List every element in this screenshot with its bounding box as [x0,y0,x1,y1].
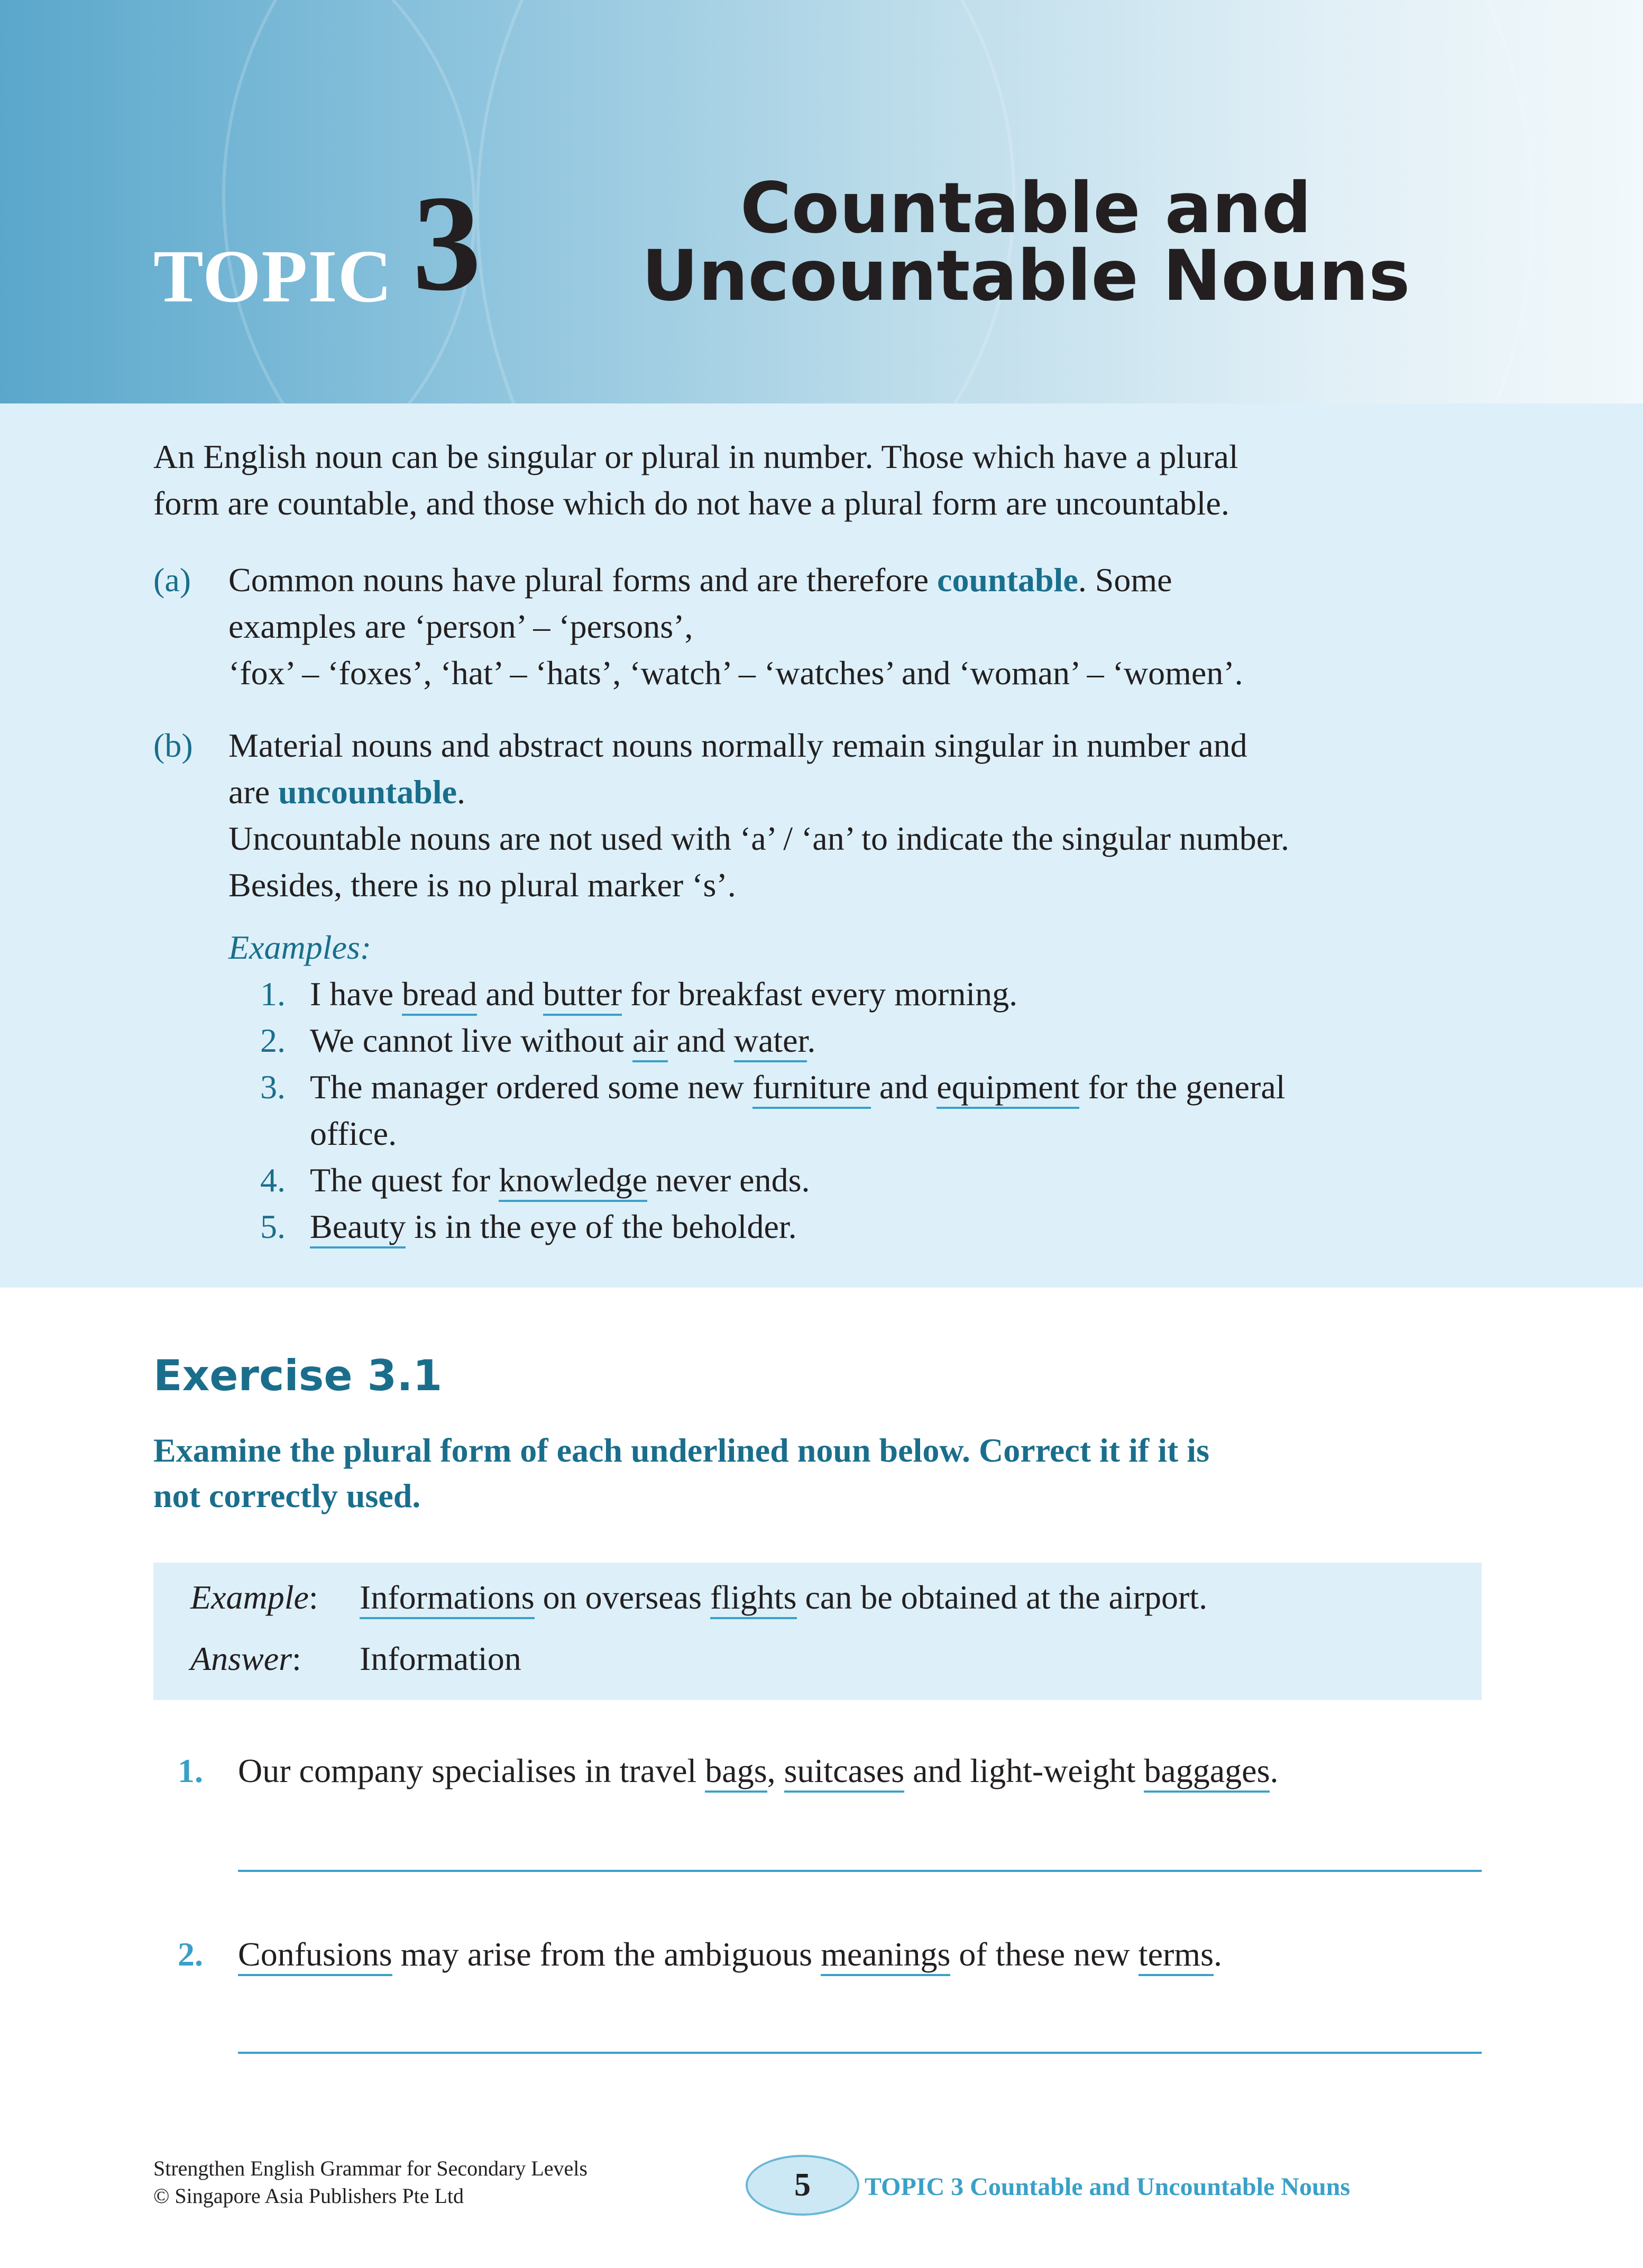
text: may arise from the ambiguous [392,1935,821,1973]
answer-label: Answer: [190,1640,301,1677]
running-title: TOPIC 3 Countable and Uncountable Nouns [865,2173,1351,2201]
page-number-badge [746,2155,859,2216]
item-a-line2: examples are ‘person’ – ‘persons’, [228,608,693,645]
example-number: 5. [260,1208,286,1245]
book-title: Strengthen English Grammar for Secondary Levels [153,2156,588,2180]
text: and light-weight [904,1752,1144,1789]
item-b-line4: Besides, there is no plural marker ‘s’. [228,866,736,904]
underlined-noun: water [734,1022,807,1062]
text: and [870,1068,937,1106]
text: on overseas [534,1578,710,1616]
underlined-noun: Confusions [238,1935,392,1976]
text: and [477,975,543,1013]
text: is in the eye of the beholder. [406,1208,797,1245]
underlined-noun: suitcases [784,1752,905,1793]
answer-line-2[interactable] [238,2052,1482,2054]
underlined-noun: flights [710,1578,797,1619]
underlined-noun: terms [1139,1935,1214,1976]
text: for breakfast every morning. [621,975,1018,1013]
footer-publisher [153,2155,588,2210]
text: can be obtained at the airport. [796,1578,1208,1616]
item-a-line1 [228,557,1524,603]
item-b-line3: Uncountable nouns are not used with ‘a’ / ‘an’ to indicate the singular number. [228,820,1289,857]
exercise-instruction [153,1428,1507,1519]
example-number: 3. [260,1068,286,1106]
text: for the general [1079,1068,1286,1106]
item-a-line3: ‘fox’ – ‘foxes’, ‘hat’ – ‘hats’, ‘watch’ – ‘watches’ and ‘woman’ – ‘women’. [228,654,1243,692]
text: Our company specialises in travel [238,1752,705,1789]
intro-panel [0,403,1643,1288]
item-b-line1: Material nouns and abstract nouns normally remain singular in number and [228,727,1247,764]
topic-title [603,168,1449,317]
question-number: 2. [178,1935,203,1973]
example-sentence [310,1064,1516,1157]
item-b-text [228,722,1524,908]
instruction-line: Examine the plural form of each underlined noun below. Correct it if it is [153,1431,1209,1469]
item-a-text [228,557,1524,696]
copyright: © Singapore Asia Publishers Pte Ltd [153,2184,464,2208]
text: . Some [1078,561,1172,599]
text: Answer [190,1640,292,1677]
keyword-countable: countable [937,561,1078,599]
exercise-title: Exercise 3.1 [153,1351,443,1400]
underlined-noun: Informations [360,1578,535,1619]
text: . [1270,1752,1279,1789]
intro-paragraph [153,434,1507,527]
examples-heading: Examples: [228,929,372,966]
topic-title-line1: Countable and [740,168,1312,249]
keyword-uncountable: uncountable [278,773,457,811]
underlined-noun: air [632,1022,668,1062]
instruction-line: not correctly used. [153,1477,421,1514]
example-sentence [360,1574,1207,1621]
topic-title-line2: Uncountable Nouns [641,235,1410,317]
text: never ends. [647,1161,810,1199]
topic-header-banner [0,0,1643,403]
intro-line: form are countable, and those which do not have a plural form are uncountable. [153,484,1229,522]
text: The quest for [310,1161,499,1199]
example-sentence [310,1204,1516,1250]
underlined-noun: equipment [937,1068,1079,1109]
item-a-label: (a) [153,561,191,599]
example-label: Example: [190,1578,318,1616]
answer-line-1[interactable] [238,1870,1482,1872]
example-sentence [310,971,1516,1017]
text: Common nouns have plural forms and are therefore [228,561,938,599]
underlined-noun: bags [705,1752,767,1793]
example-number: 1. [260,975,286,1013]
text: are [228,773,279,811]
example-line [310,1064,1516,1110]
text: Example [190,1578,309,1616]
underlined-noun: Beauty [310,1208,406,1248]
answer-text: Information [360,1640,521,1677]
underlined-noun: bread [402,975,477,1016]
topic-number: 3 [412,167,481,319]
text: of these new [950,1935,1139,1973]
text: and [668,1022,734,1059]
text: We cannot live without [310,1022,632,1059]
item-b-label: (b) [153,727,193,764]
example-line: office. [310,1115,397,1152]
underlined-noun: baggages [1144,1752,1270,1793]
text: . [457,773,465,811]
page-number: 5 [794,2167,811,2203]
underlined-noun: furniture [752,1068,871,1109]
question-number: 1. [178,1752,203,1789]
decorative-swirl [0,0,476,403]
underlined-noun: meanings [821,1935,950,1976]
text: , [767,1752,784,1789]
underlined-noun: butter [543,975,622,1016]
text: I have [310,975,402,1013]
example-sentence [310,1157,1516,1204]
intro-line: An English noun can be singular or plural in number. Those which have a plural [153,438,1238,475]
question-1-text [238,1748,1507,1794]
worked-example-box [153,1563,1482,1700]
example-sentence [310,1017,1516,1064]
example-number: 2. [260,1022,286,1059]
text: The manager ordered some new [310,1068,752,1106]
topic-label: TOPIC [153,234,393,318]
question-2-text [238,1931,1507,1978]
item-b-line2 [228,769,1524,815]
underlined-noun: knowledge [499,1161,647,1202]
text: . [807,1022,816,1059]
example-number: 4. [260,1161,286,1199]
text: . [1213,1935,1222,1973]
